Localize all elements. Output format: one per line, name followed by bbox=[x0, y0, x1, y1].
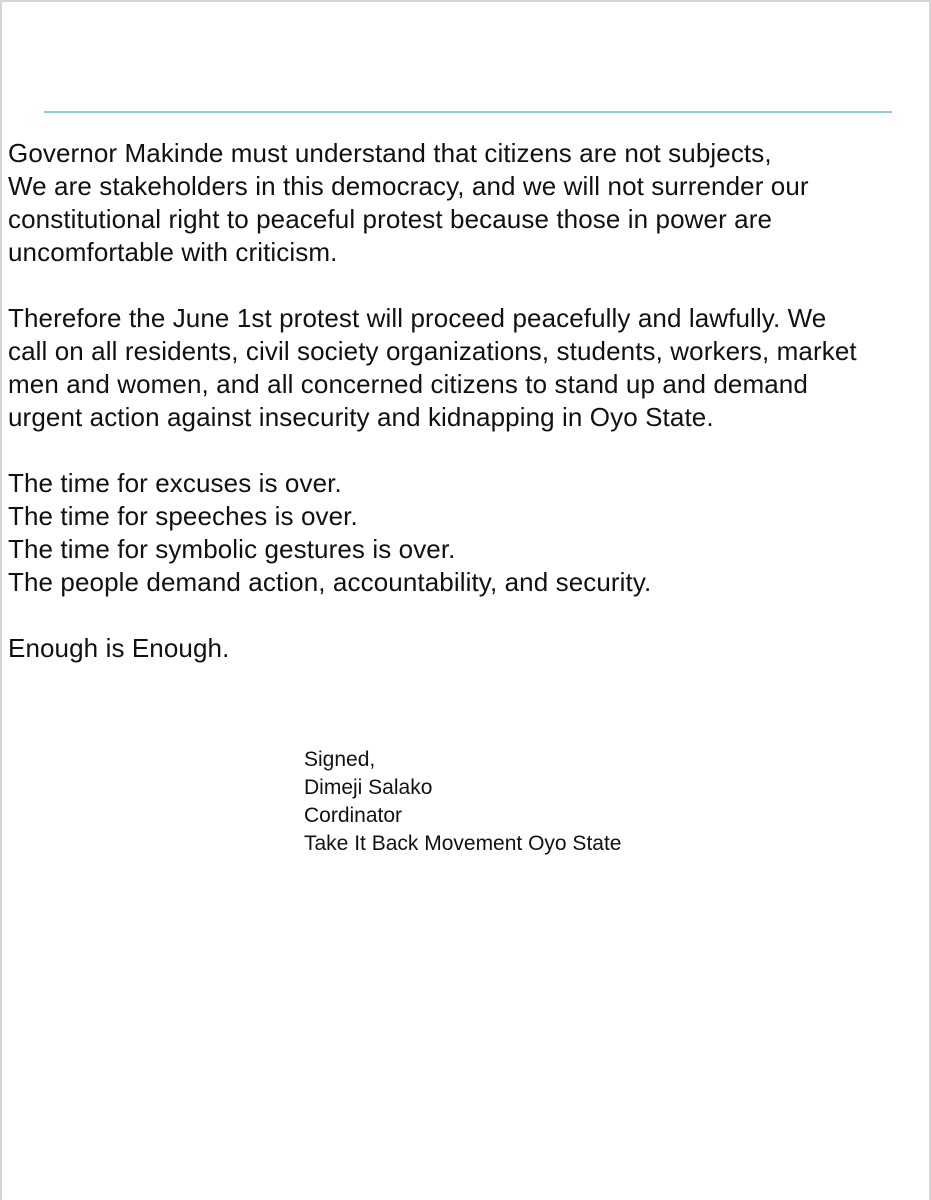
paragraph-line: constitutional right to peaceful protest because those in power are bbox=[8, 204, 773, 234]
paragraph-line: The time for symbolic gestures is over. bbox=[8, 534, 456, 564]
paragraph-line: urgent action against insecurity and kidnapping in Oyo State. bbox=[8, 402, 714, 432]
paragraph-line: uncomfortable with criticism. bbox=[8, 237, 338, 267]
paragraph-line: Therefore the June 1st protest will proceed peacefully and lawfully. We bbox=[8, 303, 827, 333]
signatory-organization: Take It Back Movement Oyo State bbox=[304, 832, 622, 855]
signature-block bbox=[304, 746, 621, 858]
paragraph-line: We are stakeholders in this democracy, and we will not surrender our bbox=[8, 171, 809, 201]
header-divider bbox=[44, 111, 892, 113]
signatory-name: Dimeji Salako bbox=[304, 776, 433, 799]
letter-body bbox=[8, 137, 923, 665]
paragraph-line: The people demand action, accountability, and security. bbox=[8, 567, 652, 597]
paragraph-line: The time for excuses is over. bbox=[8, 468, 342, 498]
closing-line: Enough is Enough. bbox=[8, 633, 230, 663]
paragraph-line: The time for speeches is over. bbox=[8, 501, 358, 531]
paragraph-gap bbox=[8, 599, 923, 632]
paragraph-line: call on all residents, civil society organizations, students, workers, market bbox=[8, 336, 857, 366]
paragraph-line: Governor Makinde must understand that citizens are not subjects, bbox=[8, 138, 772, 168]
paragraph-gap bbox=[8, 434, 923, 467]
signatory-role: Cordinator bbox=[304, 804, 403, 827]
paragraph-gap bbox=[8, 269, 923, 302]
paragraph-line: men and women, and all concerned citizens to stand up and demand bbox=[8, 369, 808, 399]
signed-label: Signed, bbox=[304, 748, 376, 771]
